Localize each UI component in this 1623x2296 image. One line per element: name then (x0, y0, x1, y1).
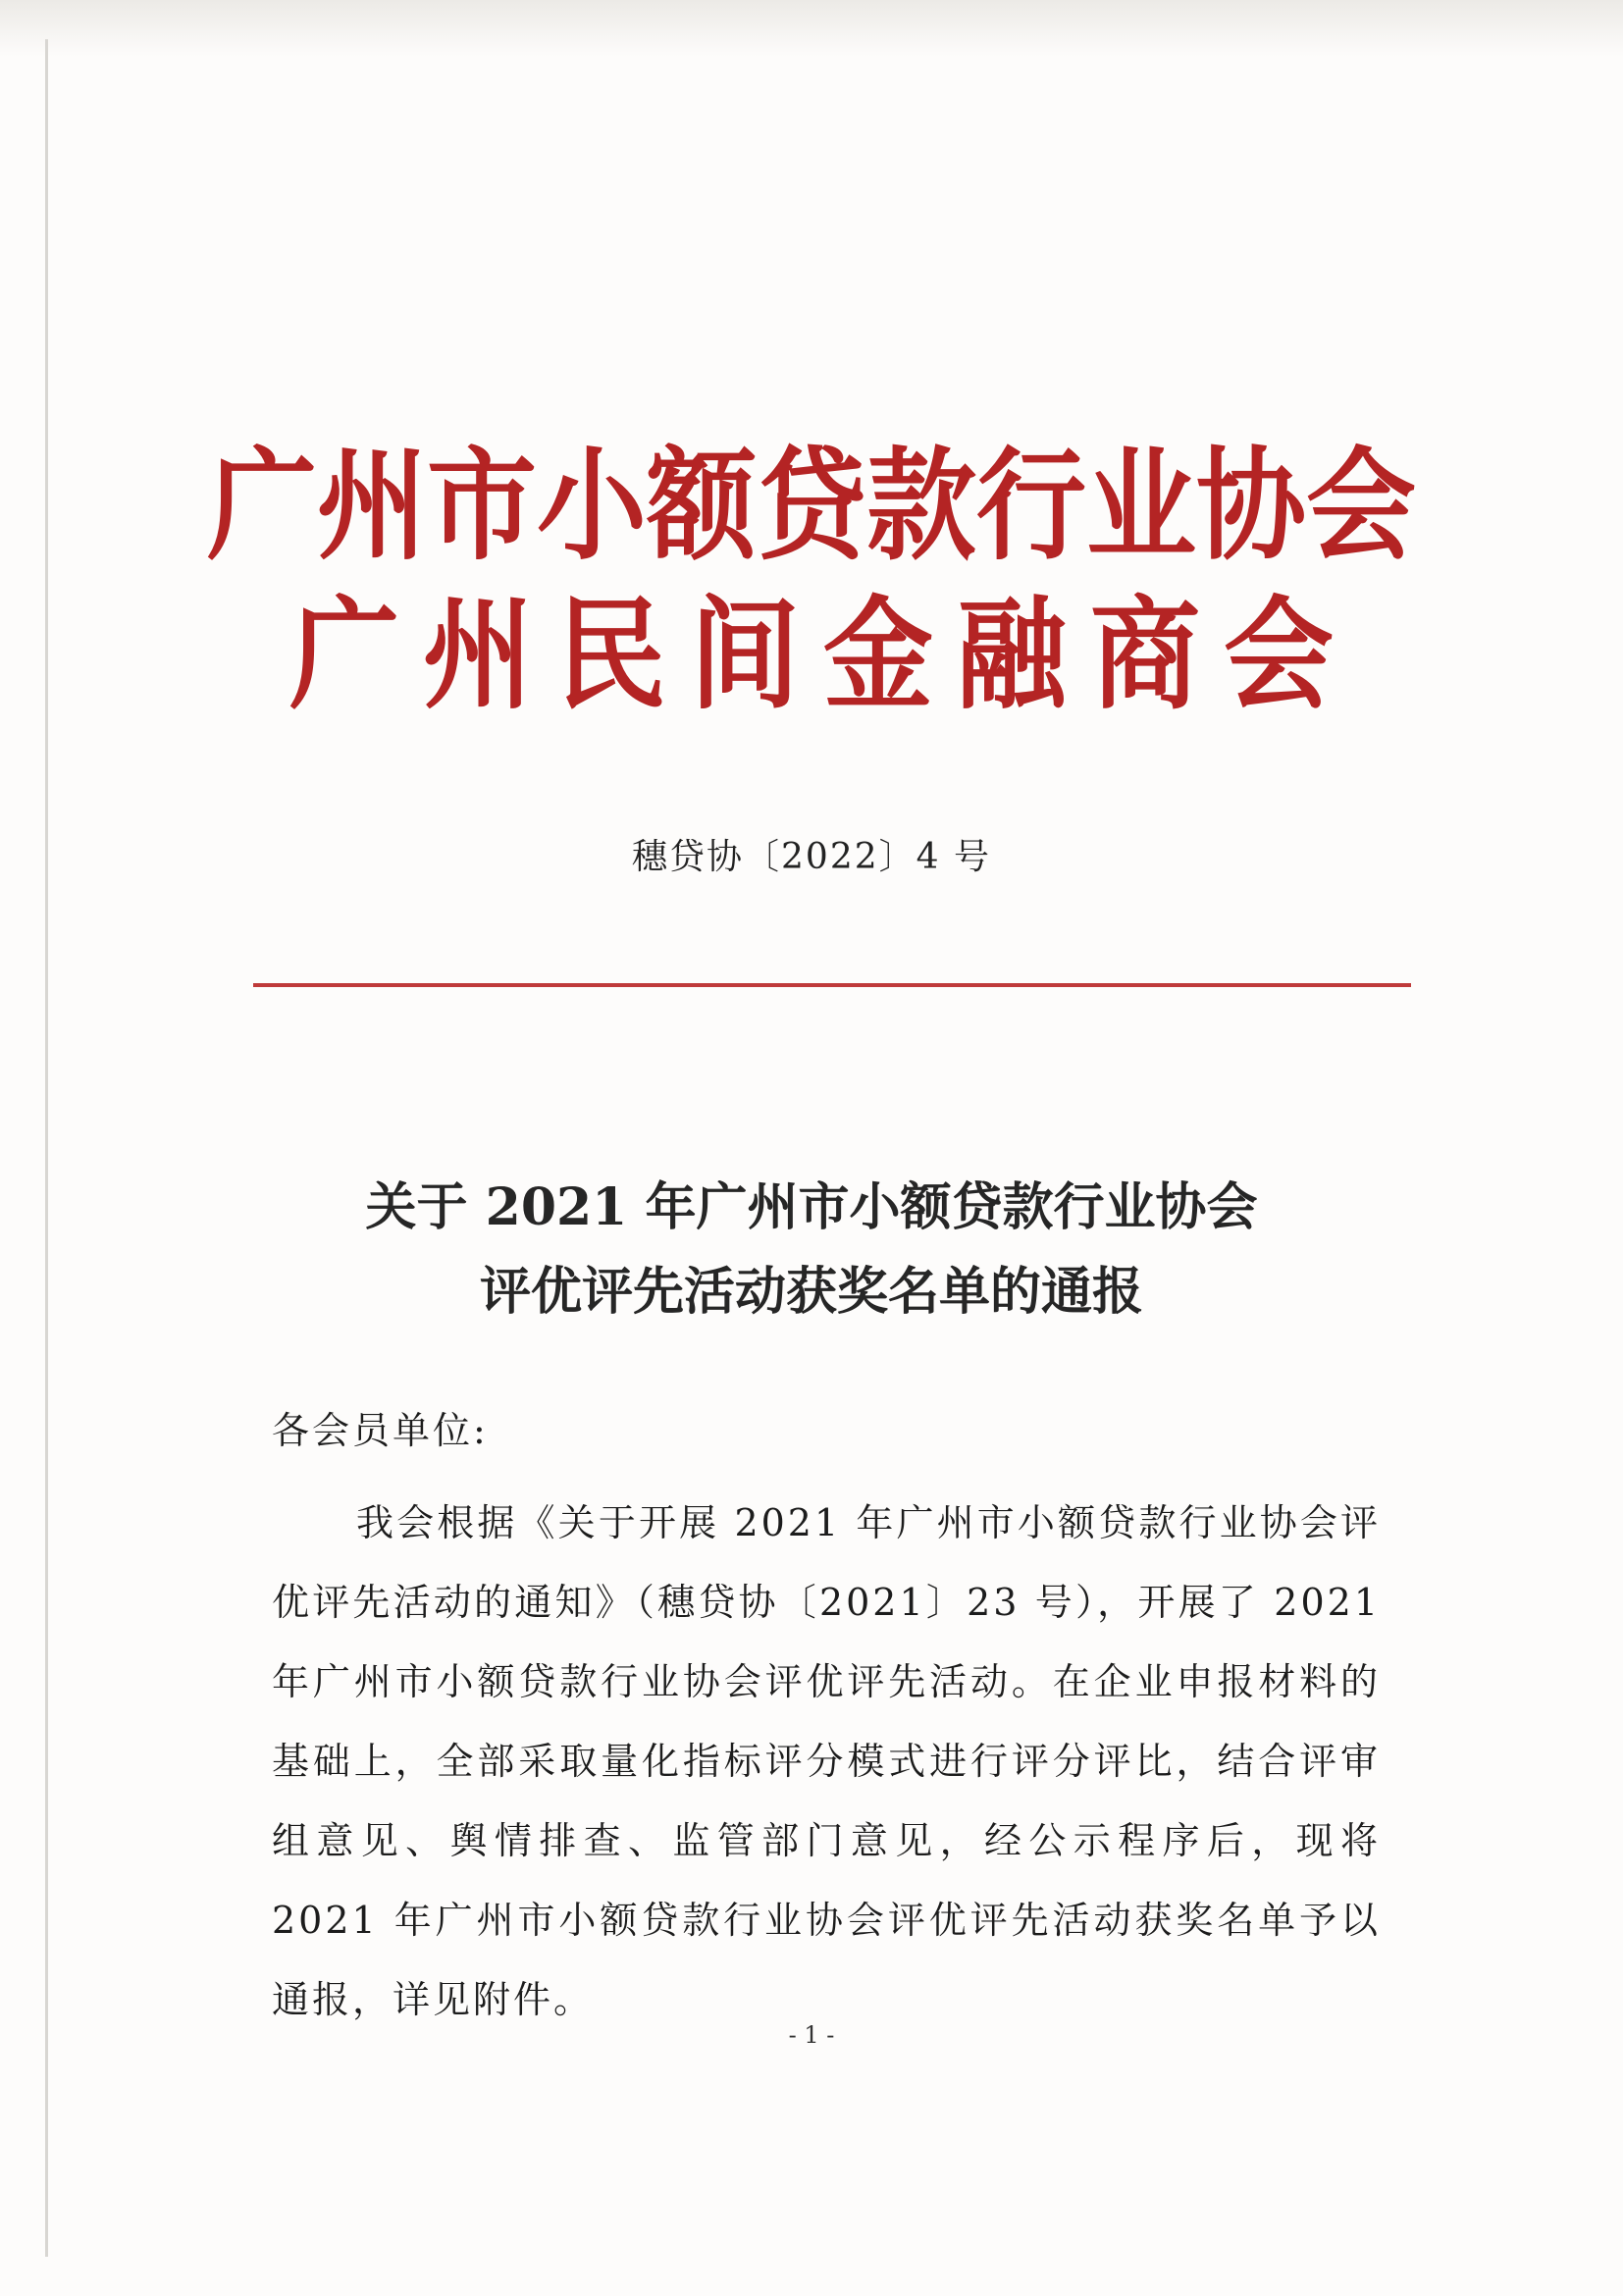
issuing-organizations (0, 432, 1623, 730)
document-number: 穗贷协〔2022〕4 号 (632, 837, 991, 877)
document-title (0, 1166, 1623, 1334)
org-name-primary: 广州市小额贷款行业协会 (207, 436, 1416, 577)
body-paragraph: 我会根据《关于开展 2021 年广州市小额贷款行业协会评优评先活动的通知》（穗贷协〔2021〕23 号），开展了 2021 年广州市小额贷款行业协会评优评先活动。在企业申报材料的基础上，全部采取量化指标评分模式进行评分评比，结合评审组意见、舆情排查、监管部门意见，经公示程序后，现将 2021 年广州市小额贷款行业协会评优评先活动获奖名单予以通报，详见附件。 (272, 1501, 1381, 2021)
document-title-line-1: 关于 2021 年广州市小额贷款行业协会 (365, 1177, 1258, 1237)
page-number: - 1 - (788, 2021, 835, 2049)
scan-left-edge (45, 39, 48, 2257)
scan-top-edge (0, 0, 1623, 57)
document-title-line-2: 评优评先活动获奖名单的通报 (479, 1262, 1143, 1322)
org-name-secondary: 广州民间金融商会 (289, 585, 1357, 726)
red-divider-line (253, 983, 1411, 987)
salutation: 各会员单位: (272, 1409, 489, 1452)
